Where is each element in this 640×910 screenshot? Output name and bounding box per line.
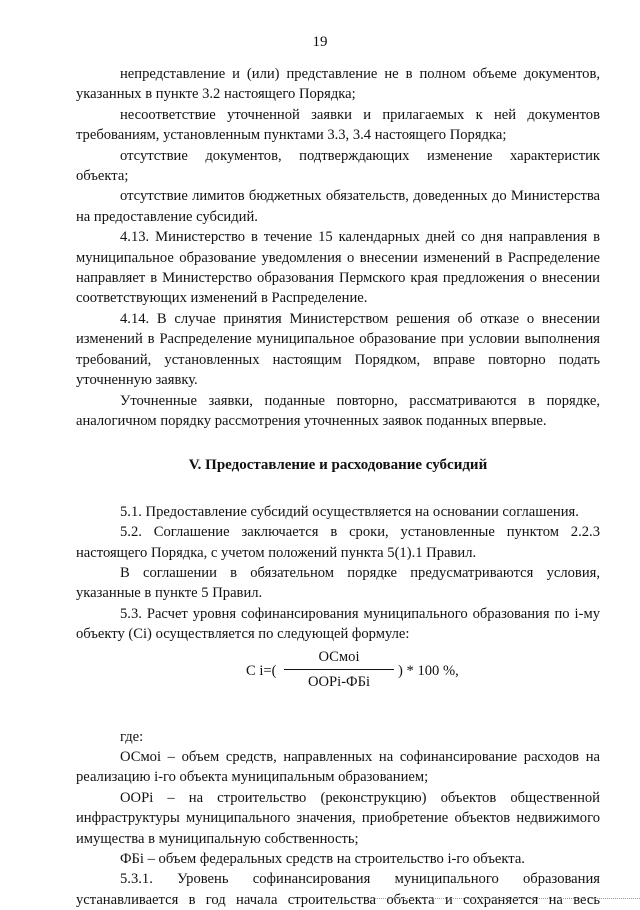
paragraph: В соглашении в обязательном порядке предусматриваются условия, указанные в пункте 5 Правил. <box>76 564 600 602</box>
paragraph: непредставление и (или) представление не в полном объеме документов, указанных в пункте 3.2 настоящего Порядка; <box>76 66 600 103</box>
formula-numerator: ОСмоi <box>284 647 394 670</box>
section-heading: V. Предоставление и расходование субсидий <box>188 457 488 474</box>
paragraph: 4.14. В случае принятия Министерством решения об отказе о внесении изменений в Распределение муниципальное образование при условии выполнения требований, установленных настоящим Порядком, вправе повторно подать уточненную заявку. <box>76 310 600 389</box>
paragraph: несоответствие уточненной заявки и прилагаемых к ней документов требованиям, установленным пунктами 3.3, 3.4 настоящего Порядка; <box>76 106 600 144</box>
formula-denominator: ООРi-ФБi <box>307 673 371 690</box>
paragraph: 5.3.1. Уровень софинансирования муниципального образования устанавливается в год начала строительства объекта и сохраняется на весь <box>76 871 600 908</box>
paragraph: 5.3. Расчет уровня софинансирования муниципального образования по i-му объекту (Ci) осуществляется по следующей формуле: <box>76 605 600 643</box>
paragraph: ФБi – объем федеральных средств на строительство i-го объекта. <box>120 851 525 867</box>
paragraph: 5.2. Соглашение заключается в сроки, установленные пунктом 2.2.3 настоящего Порядка, с учетом положений пункта 5(1).1 Правил. <box>76 524 600 561</box>
paragraph: отсутствие документов, подтверждающих изменение характеристик объекта; <box>76 147 600 185</box>
paragraph: ООРi – на строительство (реконструкцию) объектов общественной инфраструктуры муниципального значения, приобретение объектов недвижимого имущества в муниципальную собственность; <box>76 789 600 847</box>
paragraph: 4.13. Министерство в течение 15 календарных дней со дня направления в муниципальное образование уведомления о внесении изменений в Распределение направляет в Министерство образования Пермского края предложения о внесении соответствующих изменений в Распределение. <box>76 229 600 307</box>
scan-artifact-line <box>370 898 640 899</box>
formula <box>76 647 600 703</box>
paragraph: где: <box>120 728 144 745</box>
formula-fraction <box>284 647 394 693</box>
paragraph: 5.1. Предоставление субсидий осуществляется на основании соглашения. <box>120 503 579 520</box>
paragraph: Уточненные заявки, поданные повторно, рассматриваются в порядке, аналогичном порядку рассмотрения уточненных заявок поданных впервые. <box>76 392 600 429</box>
formula-left: С i=( <box>246 662 277 679</box>
paragraph: ОСмоi – объем средств, направленных на софинансирование расходов на реализацию i-го объекта муниципальным образованием; <box>76 748 600 786</box>
formula-right: ) * 100 %, <box>398 662 459 679</box>
page-number: 19 <box>312 34 328 50</box>
document-body <box>76 64 600 910</box>
paragraph: отсутствие лимитов бюджетных обязательств, доведенных до Министерства на предоставление субсидий. <box>76 188 600 225</box>
